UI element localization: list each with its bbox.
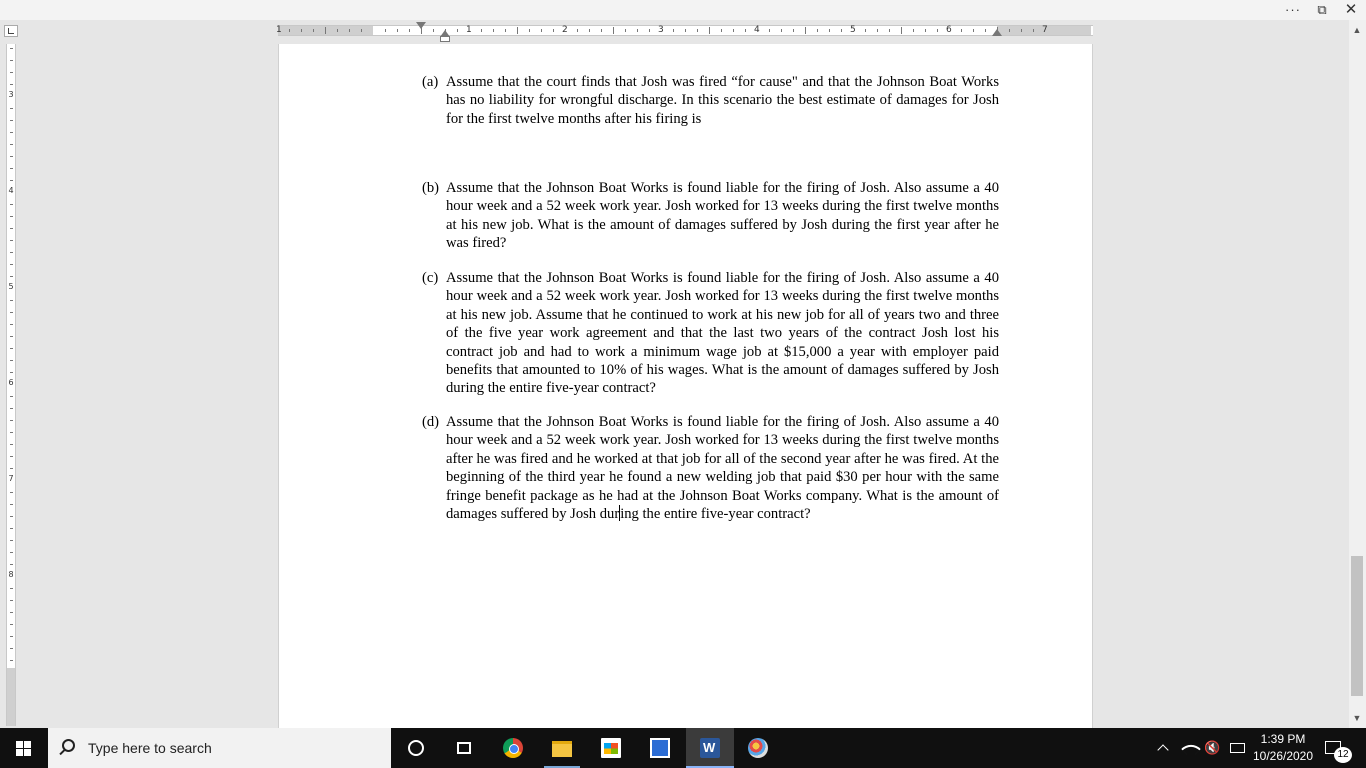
ruler-tick xyxy=(10,444,13,445)
document-page[interactable] xyxy=(278,44,1093,728)
ruler-number: 4 xyxy=(8,186,14,195)
ruler-tick xyxy=(10,264,13,265)
ruler-tick xyxy=(529,29,530,32)
ruler-tick xyxy=(10,612,13,613)
ruler-tick xyxy=(10,552,13,553)
question-b xyxy=(422,179,999,253)
ruler-tick xyxy=(10,600,13,601)
notification-count-badge: 12 xyxy=(1334,747,1352,763)
ruler-tick xyxy=(697,29,698,32)
ruler-tick xyxy=(10,72,13,73)
ruler-number: 8 xyxy=(8,570,14,579)
ruler-tick xyxy=(10,468,13,469)
ruler-tick xyxy=(877,29,878,32)
ruler-tick xyxy=(1033,29,1034,32)
ruler-tick xyxy=(10,540,13,541)
volume-muted-icon[interactable]: 🔇 xyxy=(1204,740,1221,755)
ruler-tick xyxy=(817,29,818,32)
ruler-tick xyxy=(985,29,986,32)
ruler-tick xyxy=(10,204,13,205)
ruler-tick xyxy=(685,29,686,32)
ruler-tick xyxy=(10,336,13,337)
ruler-tick xyxy=(10,300,13,301)
question-label: (a) xyxy=(422,74,439,90)
ruler-tick xyxy=(10,372,13,373)
ruler-tick xyxy=(613,27,614,34)
ruler-tick xyxy=(10,228,13,229)
start-button[interactable] xyxy=(0,728,48,768)
question-label: (c) xyxy=(422,270,439,286)
chrome-taskbar-button[interactable] xyxy=(489,728,537,768)
ruler-tick xyxy=(493,29,494,32)
ruler-tick xyxy=(10,588,13,589)
windows-logo-icon xyxy=(16,741,32,757)
ruler-tick xyxy=(10,504,13,505)
restore-button[interactable]: ⧉ xyxy=(1317,2,1327,17)
task-view-icon xyxy=(457,742,471,754)
ruler-tick xyxy=(805,27,806,34)
flux-taskbar-button[interactable] xyxy=(636,728,684,768)
cortana-icon xyxy=(408,740,424,756)
ruler-tick xyxy=(10,492,13,493)
paint-icon xyxy=(748,738,768,758)
ruler-tick xyxy=(721,29,722,32)
ruler-number: 6 xyxy=(946,25,952,35)
ruler-tick xyxy=(10,408,13,409)
ruler-tick xyxy=(289,29,290,32)
scroll-up-arrow-icon[interactable]: ▲ xyxy=(1352,25,1362,35)
network-icon[interactable] xyxy=(1182,728,1198,768)
ruler-tick xyxy=(433,29,434,32)
ruler-tick xyxy=(10,456,13,457)
ruler-tick xyxy=(1021,29,1022,32)
question-a xyxy=(422,73,999,128)
ruler-tick xyxy=(10,516,13,517)
paint-taskbar-button[interactable] xyxy=(734,728,782,768)
ruler-tick xyxy=(649,29,650,32)
ruler-number: 2 xyxy=(562,25,568,35)
tab-selector-button[interactable] xyxy=(4,25,18,37)
chrome-icon xyxy=(503,738,523,758)
ruler-tick xyxy=(505,29,506,32)
question-c xyxy=(422,269,999,398)
ruler-number: 1 xyxy=(276,25,282,35)
ruler-tick xyxy=(769,29,770,32)
horizontal-ruler[interactable] xyxy=(278,25,1093,36)
question-text: Assume that the Johnson Boat Works is found liable for the firing of Josh. Also assume a 40 hour week and a 52 week work year. Josh worked for 13 weeks during the first twelve months at his new job. What is the amount of damages suffered by Josh during the first year after he was fired? xyxy=(446,180,999,252)
file-explorer-taskbar-button[interactable] xyxy=(538,728,586,768)
left-indent-marker[interactable] xyxy=(440,36,450,42)
ruler-tick xyxy=(10,84,13,85)
ruler-tick xyxy=(637,29,638,32)
ruler-tick xyxy=(10,48,13,49)
file-explorer-icon xyxy=(552,741,572,757)
ruler-tick xyxy=(733,29,734,32)
question-d xyxy=(422,413,999,523)
battery-icon[interactable] xyxy=(1228,728,1246,768)
ruler-tick xyxy=(481,29,482,32)
word-icon xyxy=(700,738,720,758)
question-text xyxy=(446,413,999,523)
ruler-tick xyxy=(541,29,542,32)
scroll-down-arrow-icon[interactable]: ▼ xyxy=(1352,713,1362,723)
text-after-cursor: ing the entire five-year contract? xyxy=(620,506,811,523)
ruler-number: 4 xyxy=(754,25,760,35)
ruler-tick xyxy=(709,27,710,34)
search-placeholder: Type here to search xyxy=(88,740,212,756)
right-indent-marker[interactable] xyxy=(992,29,1002,36)
ruler-tick xyxy=(10,60,13,61)
ruler-tick xyxy=(10,564,13,565)
ruler-tick xyxy=(397,29,398,32)
ruler-tick xyxy=(409,29,410,32)
text-before-cursor: Assume that the Johnson Boat Works is found liable for the firing of Josh. Also assume a 40 hour week and a 52 week work year. Josh worked for 13 weeks during the first twelve months after he was fired and he worked at that job for all of the second year after he was fired. At the beginning of the third year he found a new welding job that paid $30 per hour with the same fringe benefit package as he had at the Johnson Boat Works company. What is the amount of damages suffered by Josh dur xyxy=(446,414,999,523)
ruler-number: 7 xyxy=(8,474,14,483)
ruler-tick xyxy=(10,432,13,433)
question-text: Assume that the court finds that Josh was fired “for cause" and that the Johnson Boat Works has no liability for wrongful discharge. In this scenario the best estimate of damages for Josh for the first twelve months after his firing is xyxy=(446,74,999,127)
ruler-tick xyxy=(457,29,458,32)
ruler-tick xyxy=(889,29,890,32)
ruler-tick xyxy=(10,648,13,649)
ruler-tick xyxy=(349,29,350,32)
title-bar xyxy=(0,0,1366,20)
ruler-tick xyxy=(553,29,554,32)
taskbar xyxy=(0,728,1366,768)
ruler-tick xyxy=(10,348,13,349)
task-view-button[interactable] xyxy=(440,728,488,768)
ruler-tick xyxy=(745,29,746,32)
clock-date: 10/26/2020 xyxy=(1252,749,1314,763)
ruler-tick xyxy=(793,29,794,32)
ruler-tick xyxy=(10,660,13,661)
close-button[interactable]: ✕ xyxy=(1344,1,1358,18)
ruler-tick xyxy=(625,29,626,32)
ruler-tick xyxy=(901,27,902,34)
ruler-tick xyxy=(10,624,13,625)
ruler-tick xyxy=(589,29,590,32)
ruler-tick xyxy=(325,27,326,34)
ruler-tick xyxy=(517,27,518,34)
clock[interactable] xyxy=(1250,728,1316,768)
ruler-number: 1 xyxy=(466,25,472,35)
ruler-tick xyxy=(10,276,13,277)
ruler-tick xyxy=(829,29,830,32)
question-label: (d) xyxy=(422,414,440,430)
ruler-tick xyxy=(865,29,866,32)
vertical-ruler[interactable] xyxy=(6,44,16,726)
ruler-tick xyxy=(601,29,602,32)
ruler-tick xyxy=(673,29,674,32)
ruler-number: 3 xyxy=(8,90,14,99)
ruler-tick xyxy=(361,29,362,32)
ruler-tick xyxy=(10,360,13,361)
flux-icon xyxy=(650,738,670,758)
ruler-tick xyxy=(10,324,13,325)
ruler-tick xyxy=(10,420,13,421)
ruler-tick xyxy=(10,240,13,241)
ruler-tick xyxy=(10,216,13,217)
ruler-tick xyxy=(10,252,13,253)
ruler-number: 5 xyxy=(850,25,856,35)
question-text: Assume that the Johnson Boat Works is found liable for the firing of Josh. Also assume a 40 hour week and a 52 week work year. Josh worked for 13 weeks during the first twelve months at his new job. Assume that he continued to work at his new job for all of years two and three of the five year work agreement and that the last two years of the contract Josh lost his contract job and had to work a minimum wage job at $15,000 a year with employer paid benefits that amounted to 10% of his wages. What is the amount of damages suffered by Josh during the entire five-year contract? xyxy=(446,270,999,397)
ruler-tick xyxy=(301,29,302,32)
ruler-number: 5 xyxy=(8,282,14,291)
ruler-tick xyxy=(10,120,13,121)
ruler-tick xyxy=(577,29,578,32)
ruler-tick xyxy=(385,29,386,32)
ruler-tick xyxy=(973,29,974,32)
action-center-button[interactable] xyxy=(1322,728,1356,768)
microsoft-store-icon xyxy=(601,738,621,758)
ruler-tick xyxy=(313,29,314,32)
ruler-tick xyxy=(841,29,842,32)
ruler-tick xyxy=(10,132,13,133)
cortana-button[interactable] xyxy=(392,728,440,768)
taskbar-search-box[interactable] xyxy=(48,728,391,768)
search-icon xyxy=(62,739,75,752)
scrollbar-thumb[interactable] xyxy=(1351,556,1363,696)
store-taskbar-button[interactable] xyxy=(587,728,635,768)
ruler-tick xyxy=(10,156,13,157)
ruler-tick xyxy=(10,528,13,529)
ruler-number: 3 xyxy=(658,25,664,35)
ruler-tick xyxy=(337,29,338,32)
word-taskbar-button[interactable] xyxy=(686,728,734,768)
ruler-tick xyxy=(10,636,13,637)
ruler-tick xyxy=(10,396,13,397)
ruler-tick xyxy=(937,29,938,32)
ruler-number: 6 xyxy=(8,378,14,387)
ruler-tick xyxy=(10,108,13,109)
bottom-margin-area xyxy=(7,668,15,726)
first-line-indent-marker[interactable] xyxy=(416,22,426,29)
ruler-tick xyxy=(925,29,926,32)
ruler-tick xyxy=(10,180,13,181)
more-options-button[interactable]: ··· xyxy=(1285,2,1301,17)
ruler-tick xyxy=(961,29,962,32)
ruler-tick xyxy=(781,29,782,32)
ruler-tick xyxy=(10,168,13,169)
show-hidden-icons-chevron-icon[interactable] xyxy=(1156,728,1172,768)
question-label: (b) xyxy=(422,180,440,196)
ruler-number: 7 xyxy=(1042,25,1048,35)
ruler-tick xyxy=(10,312,13,313)
clock-time: 1:39 PM xyxy=(1260,732,1306,746)
ruler-tick xyxy=(10,144,13,145)
ruler-tick xyxy=(913,29,914,32)
ruler-tick xyxy=(1009,29,1010,32)
vertical-scrollbar[interactable] xyxy=(1349,20,1366,728)
